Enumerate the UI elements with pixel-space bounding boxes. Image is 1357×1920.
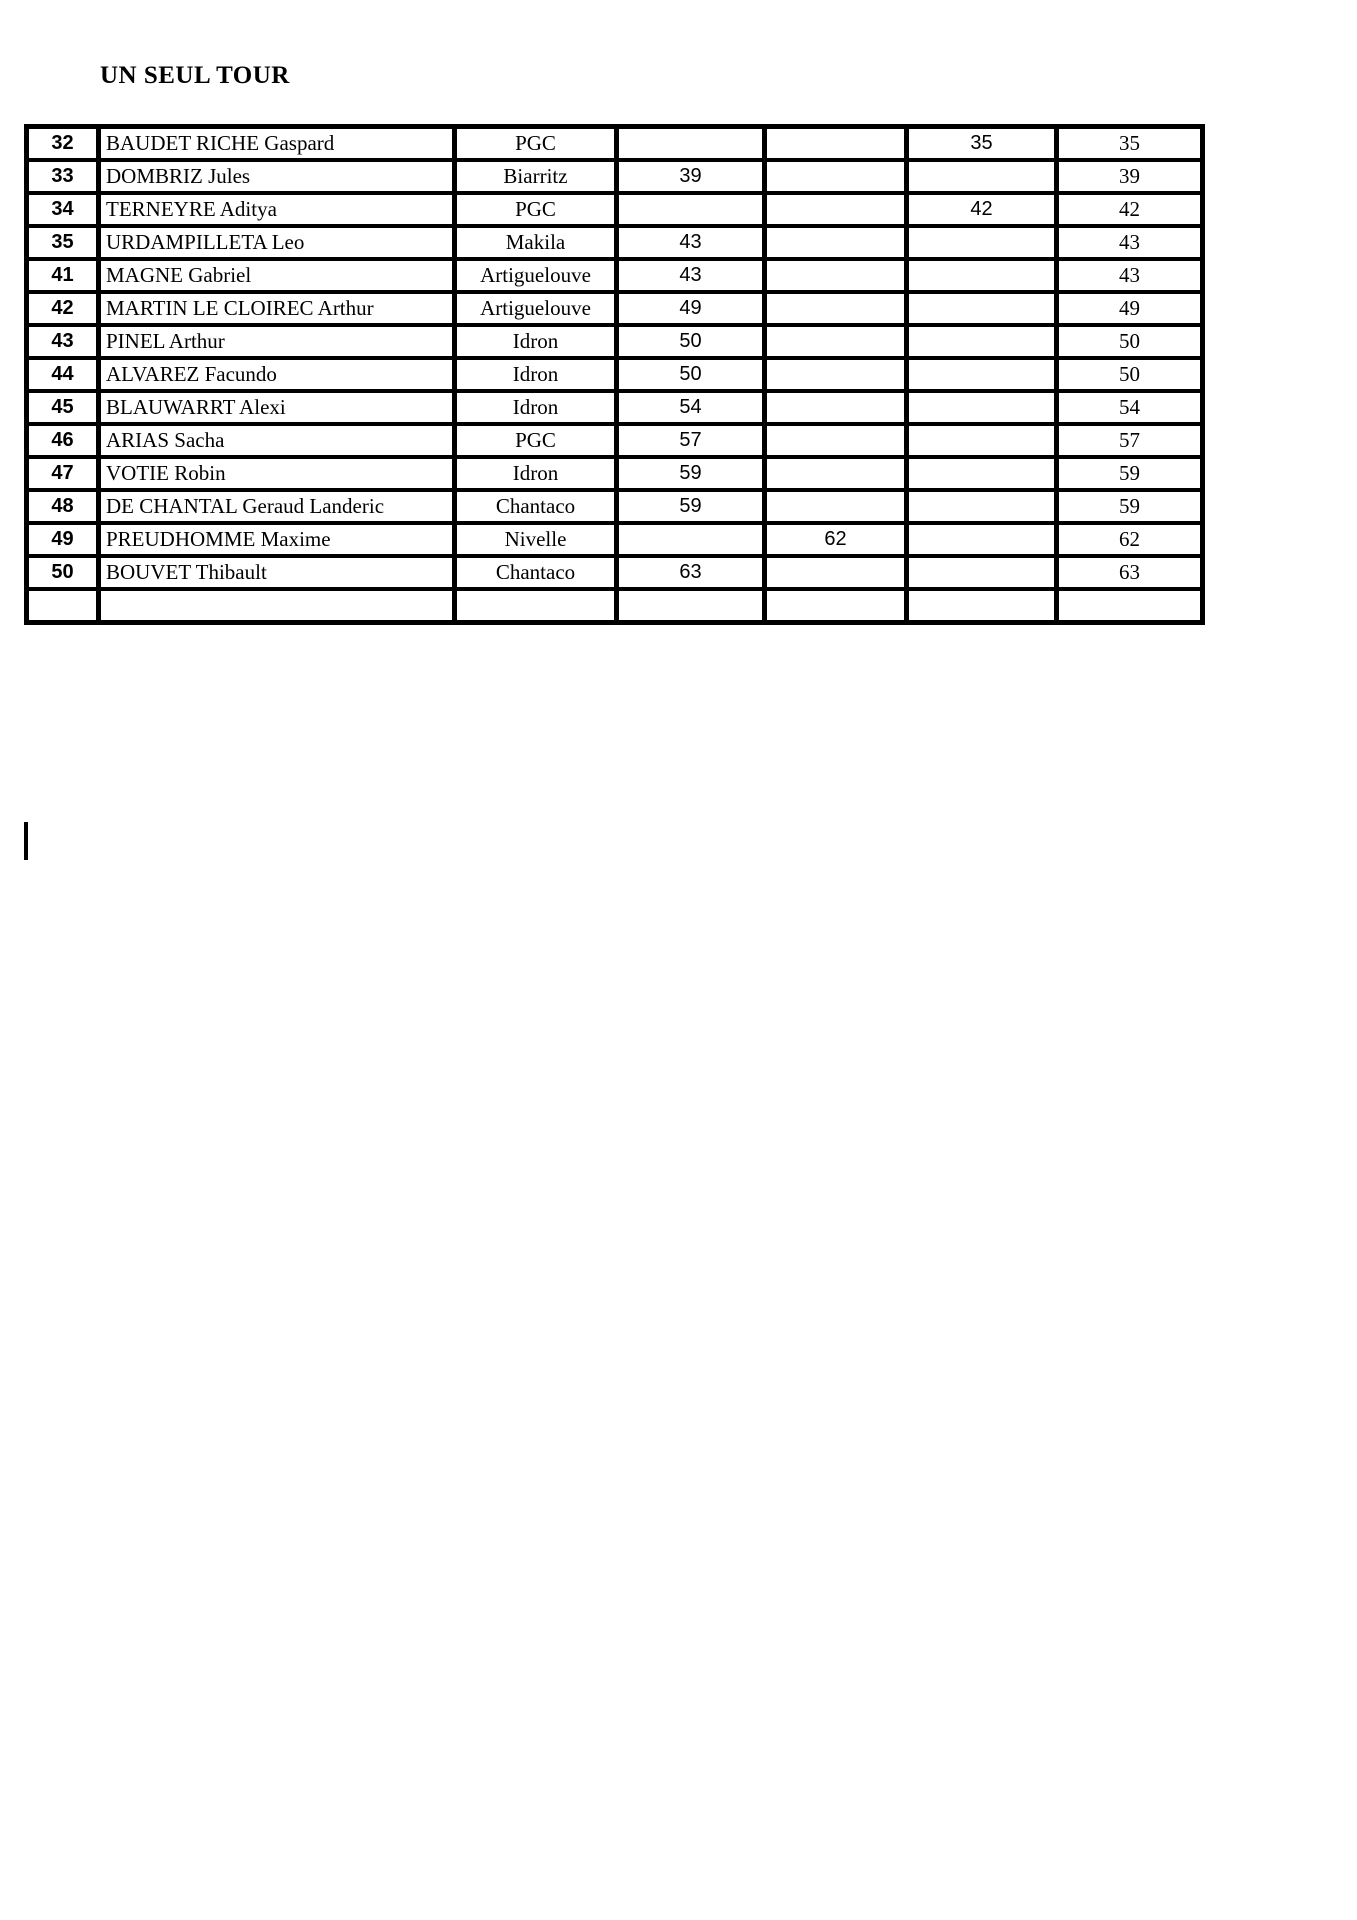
cell-player-name: DOMBRIZ Jules	[99, 160, 455, 193]
cell-player-name: BAUDET RICHE Gaspard	[99, 127, 455, 161]
cell-score-2	[765, 556, 907, 589]
cell-score-1: 59	[617, 457, 765, 490]
cell-player-name: VOTIE Robin	[99, 457, 455, 490]
cell-player-name: ARIAS Sacha	[99, 424, 455, 457]
page-title: UN SEUL TOUR	[100, 62, 290, 89]
cell-rank: 35	[27, 226, 99, 259]
cell-score-2	[765, 391, 907, 424]
cell-club: Chantaco	[455, 490, 617, 523]
cell-score-1: 43	[617, 226, 765, 259]
cell-score-1	[617, 589, 765, 623]
table-row	[27, 358, 1203, 391]
table-row	[27, 523, 1203, 556]
table-row	[27, 292, 1203, 325]
cell-club: Biarritz	[455, 160, 617, 193]
cell-rank: 34	[27, 193, 99, 226]
cell-score-3	[907, 160, 1057, 193]
cell-rank: 32	[27, 127, 99, 161]
cell-score-3	[907, 556, 1057, 589]
table-row	[27, 556, 1203, 589]
cell-rank: 41	[27, 259, 99, 292]
cell-score-1: 50	[617, 325, 765, 358]
cell-club: Chantaco	[455, 556, 617, 589]
cell-rank: 44	[27, 358, 99, 391]
cell-score-3	[907, 226, 1057, 259]
cell-score-2	[765, 160, 907, 193]
cell-score-2	[765, 457, 907, 490]
cell-score-1: 59	[617, 490, 765, 523]
cell-total: 50	[1057, 358, 1203, 391]
cell-score-1: 43	[617, 259, 765, 292]
cell-score-2	[765, 226, 907, 259]
table-row	[27, 193, 1203, 226]
cell-score-2	[765, 358, 907, 391]
cell-rank: 46	[27, 424, 99, 457]
cell-club: Idron	[455, 358, 617, 391]
cell-rank: 48	[27, 490, 99, 523]
cell-score-1: 49	[617, 292, 765, 325]
cell-score-3	[907, 523, 1057, 556]
cell-player-name: TERNEYRE Aditya	[99, 193, 455, 226]
cell-total: 39	[1057, 160, 1203, 193]
cell-club: PGC	[455, 193, 617, 226]
cell-rank: 50	[27, 556, 99, 589]
cell-rank: 47	[27, 457, 99, 490]
cell-club: Idron	[455, 391, 617, 424]
table-row	[27, 391, 1203, 424]
cell-player-name: URDAMPILLETA Leo	[99, 226, 455, 259]
cell-rank: 49	[27, 523, 99, 556]
cell-club: Artiguelouve	[455, 292, 617, 325]
text-caret-mark	[24, 822, 28, 860]
cell-score-1	[617, 193, 765, 226]
cell-rank: 33	[27, 160, 99, 193]
cell-score-3	[907, 457, 1057, 490]
cell-total: 43	[1057, 226, 1203, 259]
cell-total: 35	[1057, 127, 1203, 161]
cell-total: 59	[1057, 457, 1203, 490]
table-row	[27, 424, 1203, 457]
results-table	[24, 124, 1205, 625]
cell-score-1: 39	[617, 160, 765, 193]
cell-score-2	[765, 259, 907, 292]
cell-player-name: PREUDHOMME Maxime	[99, 523, 455, 556]
cell-player-name	[99, 589, 455, 623]
cell-total: 57	[1057, 424, 1203, 457]
cell-score-1: 63	[617, 556, 765, 589]
cell-player-name: BLAUWARRT Alexi	[99, 391, 455, 424]
cell-score-3	[907, 424, 1057, 457]
cell-score-3	[907, 292, 1057, 325]
cell-score-1	[617, 523, 765, 556]
cell-club: Nivelle	[455, 523, 617, 556]
cell-total: 50	[1057, 325, 1203, 358]
cell-score-3	[907, 589, 1057, 623]
cell-total: 54	[1057, 391, 1203, 424]
cell-total: 62	[1057, 523, 1203, 556]
cell-club: Idron	[455, 325, 617, 358]
cell-total: 42	[1057, 193, 1203, 226]
cell-total: 43	[1057, 259, 1203, 292]
cell-score-2	[765, 424, 907, 457]
cell-player-name: MAGNE Gabriel	[99, 259, 455, 292]
table-row	[27, 226, 1203, 259]
cell-club: PGC	[455, 127, 617, 161]
cell-club	[455, 589, 617, 623]
table-row	[27, 490, 1203, 523]
cell-score-2	[765, 292, 907, 325]
cell-rank: 42	[27, 292, 99, 325]
cell-score-3	[907, 391, 1057, 424]
cell-player-name: MARTIN LE CLOIREC Arthur	[99, 292, 455, 325]
cell-player-name: PINEL Arthur	[99, 325, 455, 358]
cell-score-3	[907, 259, 1057, 292]
cell-score-3: 42	[907, 193, 1057, 226]
cell-score-2	[765, 127, 907, 161]
cell-score-3: 35	[907, 127, 1057, 161]
cell-club: Idron	[455, 457, 617, 490]
cell-score-3	[907, 490, 1057, 523]
cell-score-2	[765, 193, 907, 226]
cell-score-3	[907, 358, 1057, 391]
cell-score-2	[765, 589, 907, 623]
cell-score-2: 62	[765, 523, 907, 556]
cell-total: 63	[1057, 556, 1203, 589]
cell-club: Artiguelouve	[455, 259, 617, 292]
cell-rank	[27, 589, 99, 623]
table-row	[27, 127, 1203, 161]
cell-total: 59	[1057, 490, 1203, 523]
cell-score-2	[765, 490, 907, 523]
table-row	[27, 457, 1203, 490]
cell-score-1	[617, 127, 765, 161]
table-row	[27, 259, 1203, 292]
table-row	[27, 589, 1203, 623]
cell-player-name: BOUVET Thibault	[99, 556, 455, 589]
cell-total	[1057, 589, 1203, 623]
cell-score-1: 50	[617, 358, 765, 391]
cell-score-3	[907, 325, 1057, 358]
table-row	[27, 160, 1203, 193]
cell-club: PGC	[455, 424, 617, 457]
cell-rank: 45	[27, 391, 99, 424]
cell-score-2	[765, 325, 907, 358]
cell-total: 49	[1057, 292, 1203, 325]
cell-rank: 43	[27, 325, 99, 358]
cell-score-1: 57	[617, 424, 765, 457]
cell-player-name: ALVAREZ Facundo	[99, 358, 455, 391]
cell-score-1: 54	[617, 391, 765, 424]
cell-player-name: DE CHANTAL Geraud Landeric	[99, 490, 455, 523]
table-row	[27, 325, 1203, 358]
cell-club: Makila	[455, 226, 617, 259]
